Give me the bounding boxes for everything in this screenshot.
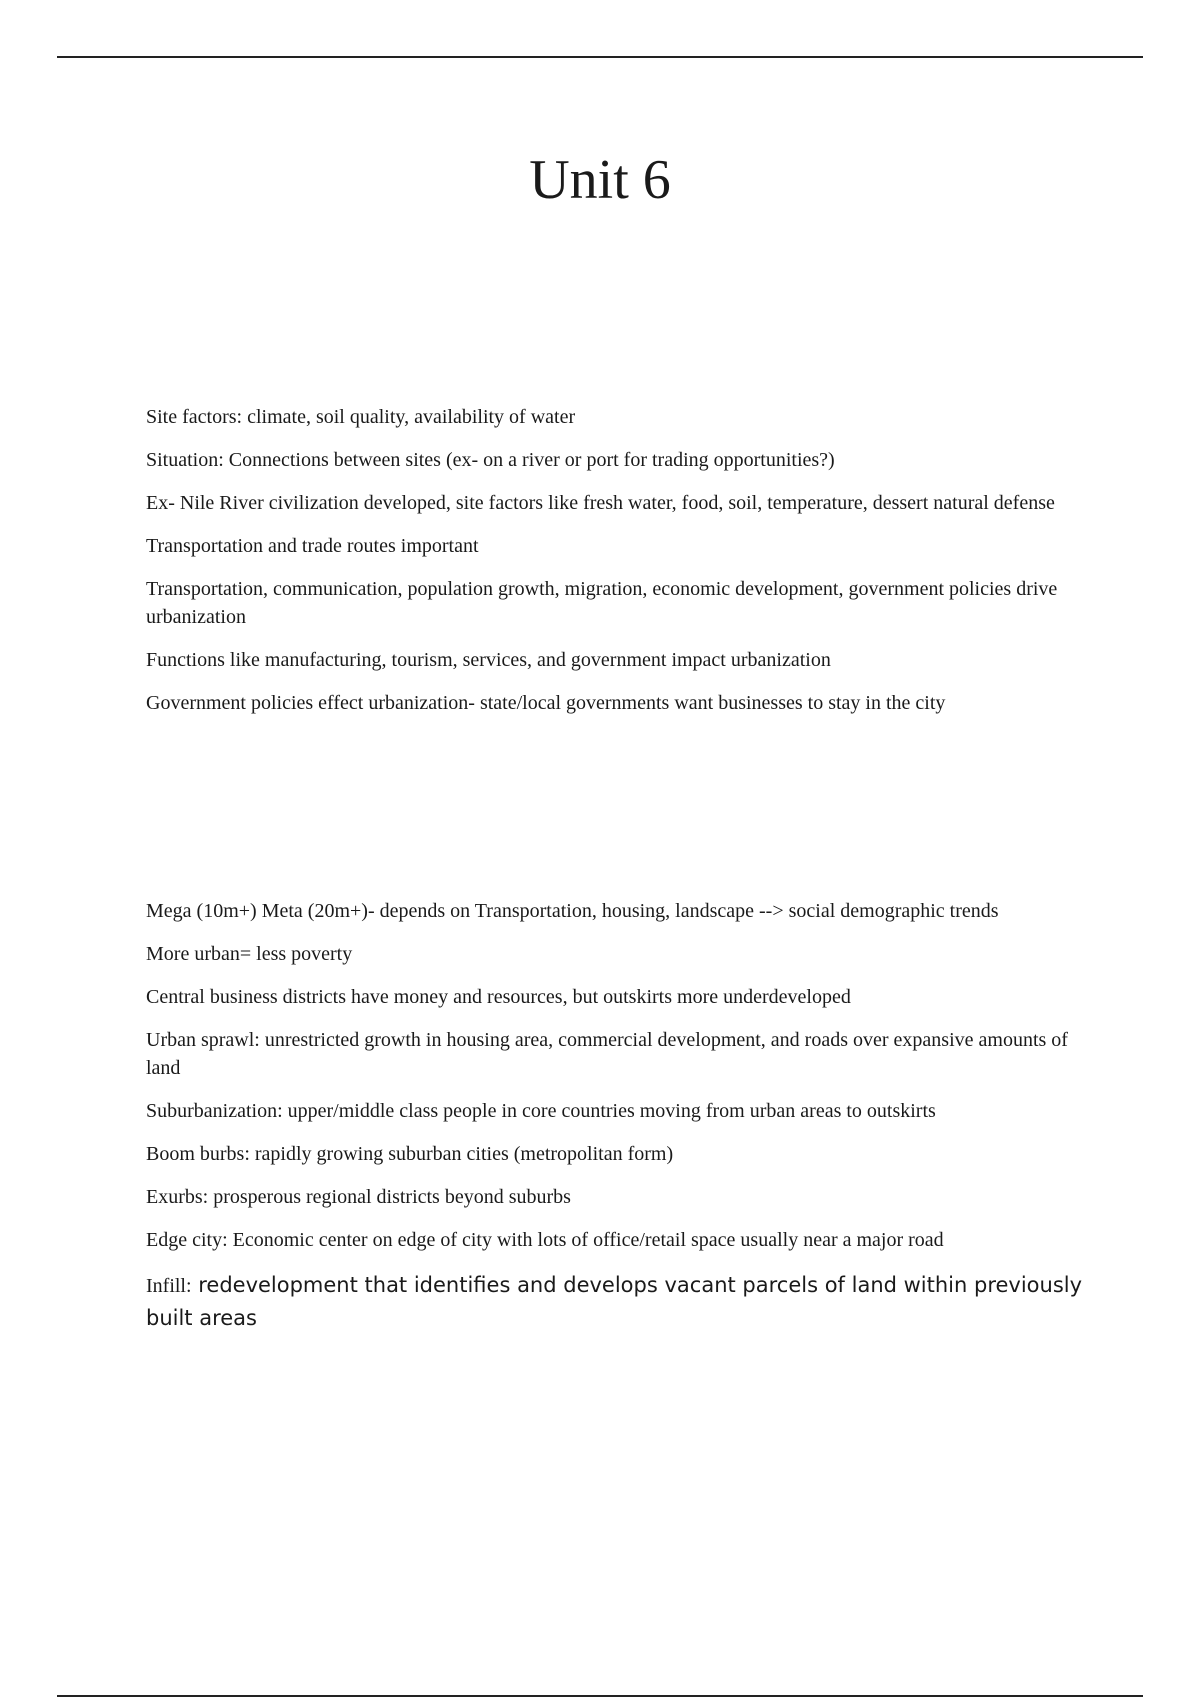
note-suburbanization: Suburbanization: upper/middle class people in core countries moving from urban areas to outskirts (146, 1100, 936, 1122)
note-boom-burbs: Boom burbs: rapidly growing suburban cities (metropolitan form) (146, 1143, 674, 1165)
note-mega-meta: Mega (10m+) Meta (20m+)- depends on Transportation, housing, landscape --> social demographic trends (146, 900, 999, 922)
note-functions: Functions like manufacturing, tourism, services, and government impact urbanization (146, 649, 831, 671)
bottom-rule (57, 1695, 1143, 1697)
note-government-policies: Government policies effect urbanization- state/local governments want businesses to stay in the city (146, 692, 946, 714)
note-cbd: Central business districts have money and resources, but outskirts more underdeveloped (146, 986, 851, 1008)
note-urbanization-drivers: Transportation, communication, population growth, migration, economic development, government policies drive urbanization (146, 578, 1058, 628)
note-exurbs: Exurbs: prosperous regional districts beyond suburbs (146, 1186, 571, 1208)
page-title: Unit 6 (529, 149, 671, 211)
note-situation: Situation: Connections between sites (ex- on a river or port for trading opportunities?) (146, 449, 835, 471)
notes-section-1 (146, 403, 1096, 732)
note-urban-poverty: More urban= less poverty (146, 943, 353, 965)
notes-section-2 (146, 897, 1096, 1350)
note-transport-trade: Transportation and trade routes important (146, 535, 479, 557)
note-urban-sprawl: Urban sprawl: unrestricted growth in housing area, commercial development, and roads over expansive amounts of land (146, 1029, 1068, 1079)
note-site-factors: Site factors: climate, soil quality, availability of water (146, 406, 576, 428)
infill-text: redevelopment that identifies and develops vacant parcels of land within previously built areas (146, 1273, 1083, 1330)
note-edge-city: Edge city: Economic center on edge of city with lots of office/retail space usually near a major road (146, 1229, 944, 1251)
top-rule (57, 56, 1143, 58)
note-nile-example: Ex- Nile River civilization developed, site factors like fresh water, food, soil, temperature, dessert natural defense (146, 492, 1055, 514)
infill-label: Infill: (146, 1275, 192, 1297)
note-infill (146, 1269, 1096, 1335)
